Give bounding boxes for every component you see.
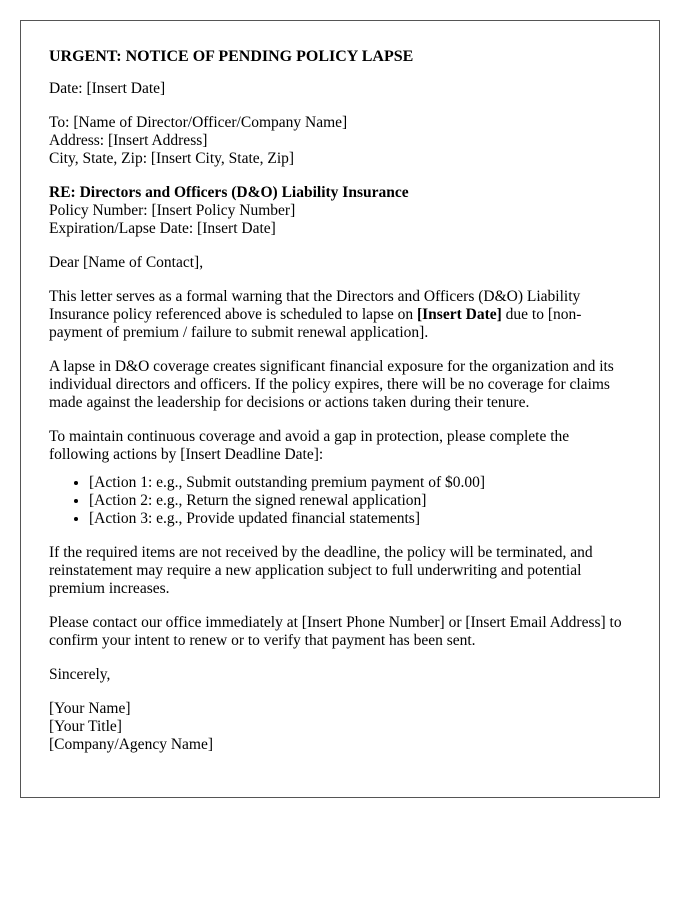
letter-document: [20, 20, 660, 798]
action-item: • [Action 3: e.g., Provide updated financial statements]: [89, 510, 631, 528]
policy-number: Policy Number: [Insert Policy Number]: [49, 202, 296, 219]
paragraph-exposure: A lapse in D&O coverage creates significant financial exposure for the organization and its individual directors and officers. If the policy expires, there will be no coverage for claims made against the leadership for decisions or actions taken during their tenure.: [49, 358, 614, 411]
recipient-address: Address: [Insert Address]: [49, 132, 208, 149]
closing: Sincerely,: [49, 666, 111, 683]
paragraph-warning-text: This letter serves as a formal warning that the Directors and Officers (D&O) Liability Insurance policy referenced above is scheduled to lapse on: [49, 288, 581, 323]
action-item: • [Action 1: e.g., Submit outstanding premium payment of $0.00]: [89, 474, 631, 492]
recipient-block: [49, 114, 631, 168]
signature-name: [Your Name]: [49, 700, 131, 717]
recipient-city: City, State, Zip: [Insert City, State, Zip]: [49, 150, 295, 167]
expiration-date: Expiration/Lapse Date: [Insert Date]: [49, 220, 276, 237]
action-item: • [Action 2: e.g., Return the signed renewal application]: [89, 492, 631, 510]
re-subject: RE: Directors and Officers (D&O) Liability Insurance: [49, 184, 409, 201]
signature-title: [Your Title]: [49, 718, 122, 735]
paragraph-contact: Please contact our office immediately at [Insert Phone Number] or [Insert Email Address] to confirm your intent to renew or to verify that payment has been sent.: [49, 614, 622, 649]
letter-title: URGENT: NOTICE OF PENDING POLICY LAPSE: [49, 48, 414, 65]
paragraph-termination: If the required items are not received by the deadline, the policy will be terminated, and reinstatement may require a new application subject to full underwriting and potential premium increases.: [49, 544, 593, 597]
salutation: Dear [Name of Contact],: [49, 254, 204, 271]
re-block: [49, 184, 631, 238]
paragraph-warning: [49, 288, 631, 342]
date-line: Date: [Insert Date]: [49, 80, 166, 97]
paragraph-actions-intro: To maintain continuous coverage and avoid a gap in protection, please complete the following actions by [Insert Deadline Date]:: [49, 428, 570, 463]
recipient-to: To: [Name of Director/Officer/Company Name]: [49, 114, 348, 131]
lapse-date-highlight: [Insert Date]: [416, 306, 502, 323]
paragraph-warning-reason: due to [non-payment of premium / failure to submit renewal application].: [49, 306, 582, 341]
signature-company: [Company/Agency Name]: [49, 736, 213, 753]
signature-block: [49, 700, 631, 754]
action-list: [49, 474, 631, 528]
